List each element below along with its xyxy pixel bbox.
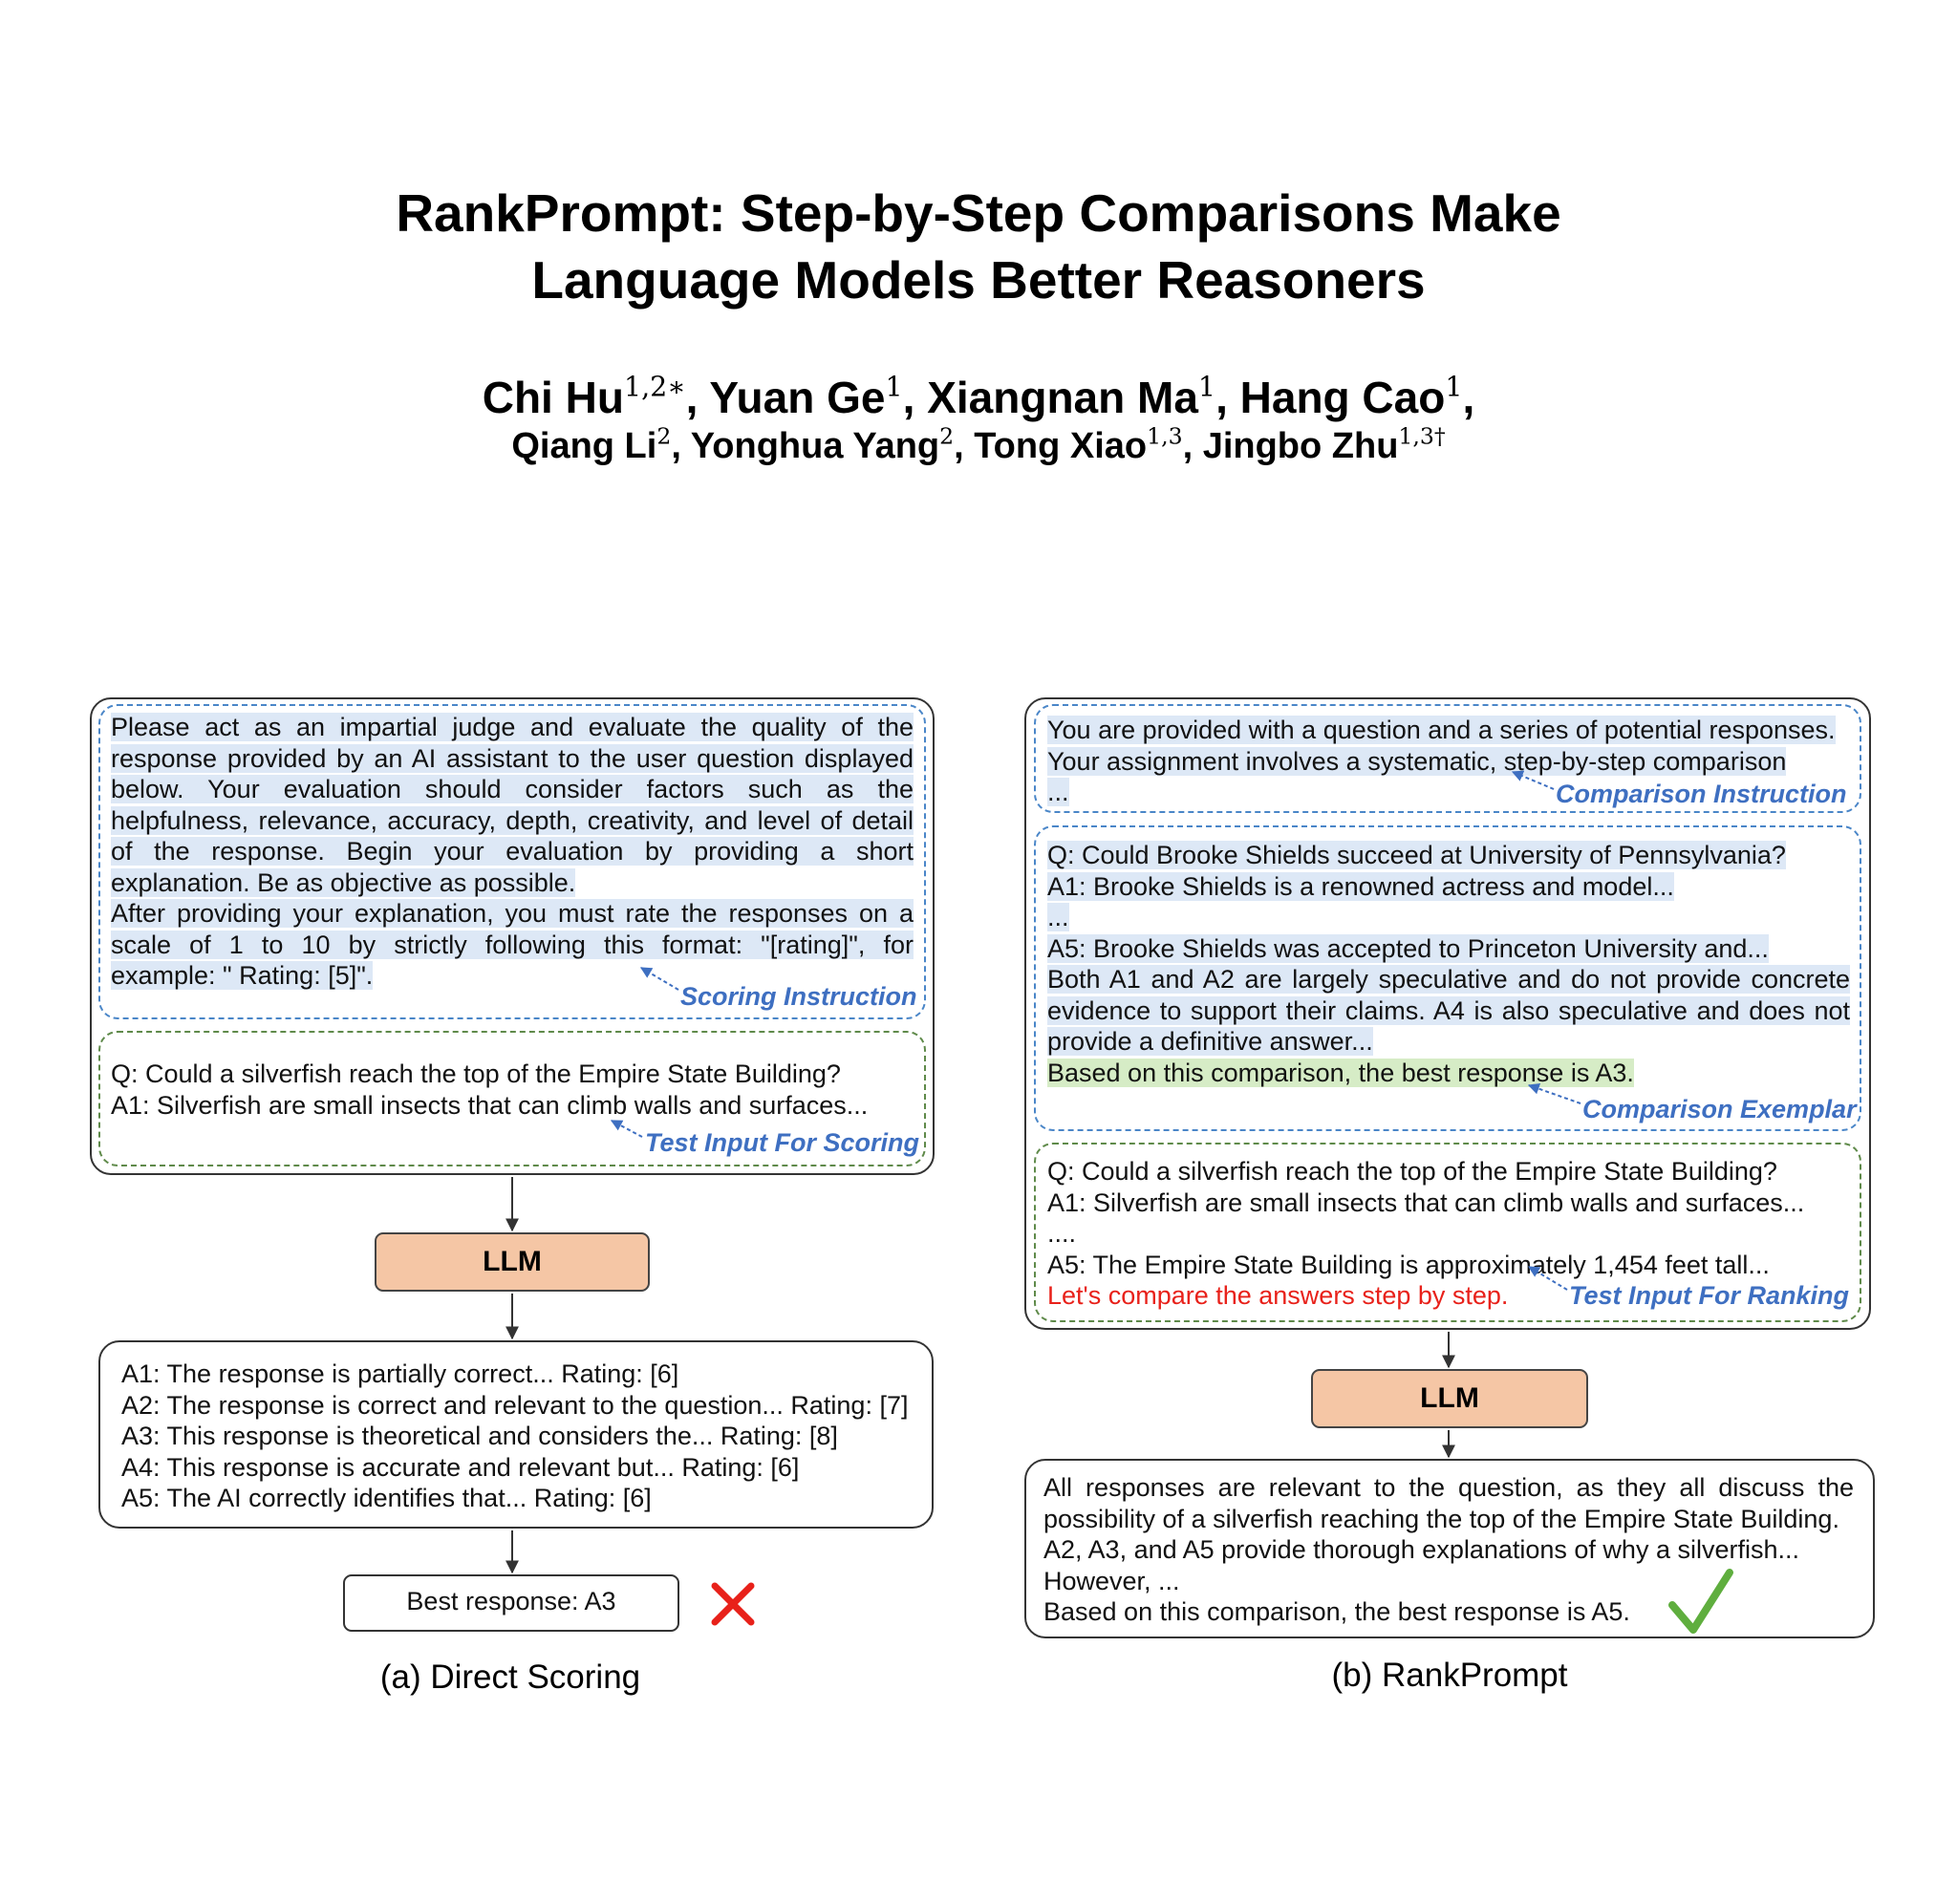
author-affiliation: 2	[939, 422, 955, 450]
title-line-2: Language Models Better Reasoners	[531, 250, 1426, 310]
test-input-scoring-tag: Test Input For Scoring	[645, 1128, 919, 1157]
comparison-exemplar-tag: Comparison Exemplar	[1582, 1095, 1857, 1123]
author-name: Chi Hu	[482, 373, 624, 422]
author-name: Qiang Li	[511, 426, 657, 466]
instruction-line: You are provided with a question and a series of potential responses.	[1047, 716, 1836, 744]
instruction-line: ...	[1047, 778, 1069, 806]
author-affiliation: 1,3	[1147, 422, 1183, 450]
exemplar-line: ...	[1047, 903, 1069, 931]
author-name: Yonghua Yang	[690, 426, 940, 466]
author-name: Hang Cao	[1239, 373, 1446, 422]
check-mark-icon	[1672, 1572, 1730, 1630]
tag-pointer	[1529, 1267, 1567, 1290]
answer-line: A1: Silverfish are small insects that can climb walls and surfaces...	[111, 1090, 869, 1120]
exemplar-line: provide a definitive answer...	[1047, 1027, 1373, 1056]
output-line: All responses are relevant to the question, as they all discuss the	[1043, 1473, 1854, 1502]
answer-line: A5: The Empire State Building is approximately 1,454 feet tall...	[1047, 1250, 1770, 1279]
exemplar-line: Q: Could Brooke Shields succeed at University of Pennsylvania?	[1047, 841, 1786, 869]
author-affiliation: 1	[1197, 371, 1216, 403]
output-line: possibility of a silverfish reaching the top of the Empire State Building.	[1043, 1504, 1839, 1533]
instruction-line: below. Your evaluation should consider factors such as the	[111, 775, 914, 803]
question-line: Q: Could a silverfish reach the top of the Empire State Building?	[1047, 1157, 1777, 1186]
rating-line: A5: The AI correctly identifies that... Rating: [6]	[121, 1484, 652, 1512]
instruction-line: helpfulness, relevance, accuracy, depth, creativity, and level of detail	[111, 805, 914, 835]
author-name: Xiangnan Ma	[927, 373, 1198, 422]
instruction-line: response provided by an AI assistant to the user question displayed	[111, 743, 914, 773]
step-by-step-trigger: Let's compare the answers step by step.	[1047, 1281, 1509, 1310]
scoring-instruction-tag: Scoring Instruction	[680, 982, 917, 1011]
output-line: Based on this comparison, the best response is A5.	[1043, 1597, 1630, 1626]
exemplar-conclusion: Based on this comparison, the best response is A3.	[1047, 1058, 1634, 1087]
caption-rankprompt: (b) RankPrompt	[1331, 1657, 1568, 1694]
tag-pointer	[1529, 1085, 1581, 1103]
exemplar-line: A1: Brooke Shields is a renowned actress and model...	[1047, 871, 1674, 901]
tag-pointer	[1513, 772, 1554, 789]
tag-pointer	[641, 968, 678, 990]
answer-line: A1: Silverfish are small insects that can climb walls and surfaces...	[1047, 1187, 1805, 1217]
author-name: Tong Xiao	[974, 426, 1148, 466]
title-line-1: RankPrompt: Step-by-Step Comparisons Make	[396, 183, 1561, 243]
rating-line: A4: This response is accurate and relevant but... Rating: [6]	[121, 1452, 800, 1482]
rating-line: A3: This response is theoretical and considers the... Rating: [8]	[121, 1422, 838, 1450]
author-name: Yuan Ge	[709, 373, 886, 422]
tag-pointer	[612, 1121, 642, 1137]
author-affiliation: 1	[885, 371, 903, 403]
rating-line: A1: The response is partially correct... Rating: [6]	[121, 1359, 679, 1388]
instruction-line: of the response. Begin your evaluation by providing a short	[111, 837, 914, 866]
caption-direct-scoring: (a) Direct Scoring	[379, 1658, 641, 1696]
instruction-line: scale of 1 to 10 by strictly following this format: "[rating]", for	[111, 930, 914, 959]
llm-box-right: LLM	[1311, 1369, 1588, 1428]
instruction-line: Please act as an impartial judge and evaluate the quality of the	[111, 713, 914, 741]
test-input-ranking-tag: Test Input For Ranking	[1569, 1281, 1849, 1310]
instruction-line: After providing your explanation, you must rate the responses on a	[111, 899, 914, 928]
best-response-text: Best response: A3	[406, 1587, 616, 1615]
llm-box-left: LLM	[375, 1232, 650, 1292]
author-affiliation: 1	[1445, 371, 1463, 403]
author-name: Jingbo Zhu	[1202, 426, 1399, 466]
rating-line: A2: The response is correct and relevant to the question... Rating: [7]	[121, 1390, 909, 1420]
output-line: However, ...	[1043, 1566, 1180, 1595]
instruction-line: explanation. Be as objective as possible.	[111, 867, 576, 897]
author-row-2: Qiang Li$^2$, Yonghua Yang$^2$, Tong Xiao$^{1,3}$, Jingbo Zhu$^{1,3\dagger}$	[511, 422, 1446, 466]
cross-mark-icon	[715, 1586, 751, 1622]
author-row-1: Chi Hu$^{1,2∗}$, Yuan Ge$^1$, Xiangnan Ma$^1$, Hang Cao$^1$,	[482, 371, 1475, 422]
ellipsis-line: ....	[1047, 1219, 1077, 1248]
output-line: A2, A3, and A5 provide thorough explanations of why a silverfish...	[1043, 1535, 1799, 1564]
author-affiliation: 1,2∗	[623, 371, 686, 403]
exemplar-line: A5: Brooke Shields was accepted to Princeton University and...	[1047, 933, 1769, 963]
instruction-line: Your assignment involves a systematic, step-by-step comparison	[1047, 746, 1787, 776]
exemplar-line: evidence to support their claims. A4 is also speculative and does not	[1047, 995, 1850, 1025]
author-affiliation: 1,3†	[1398, 422, 1446, 450]
instruction-line: example: " Rating: [5]".	[111, 961, 374, 990]
comparison-instruction-tag: Comparison Instruction	[1556, 780, 1847, 808]
exemplar-line: Both A1 and A2 are largely speculative and do not provide concrete	[1047, 965, 1850, 994]
author-affiliation: 2	[656, 422, 672, 450]
question-line: Q: Could a silverfish reach the top of the Empire State Building?	[111, 1059, 841, 1088]
